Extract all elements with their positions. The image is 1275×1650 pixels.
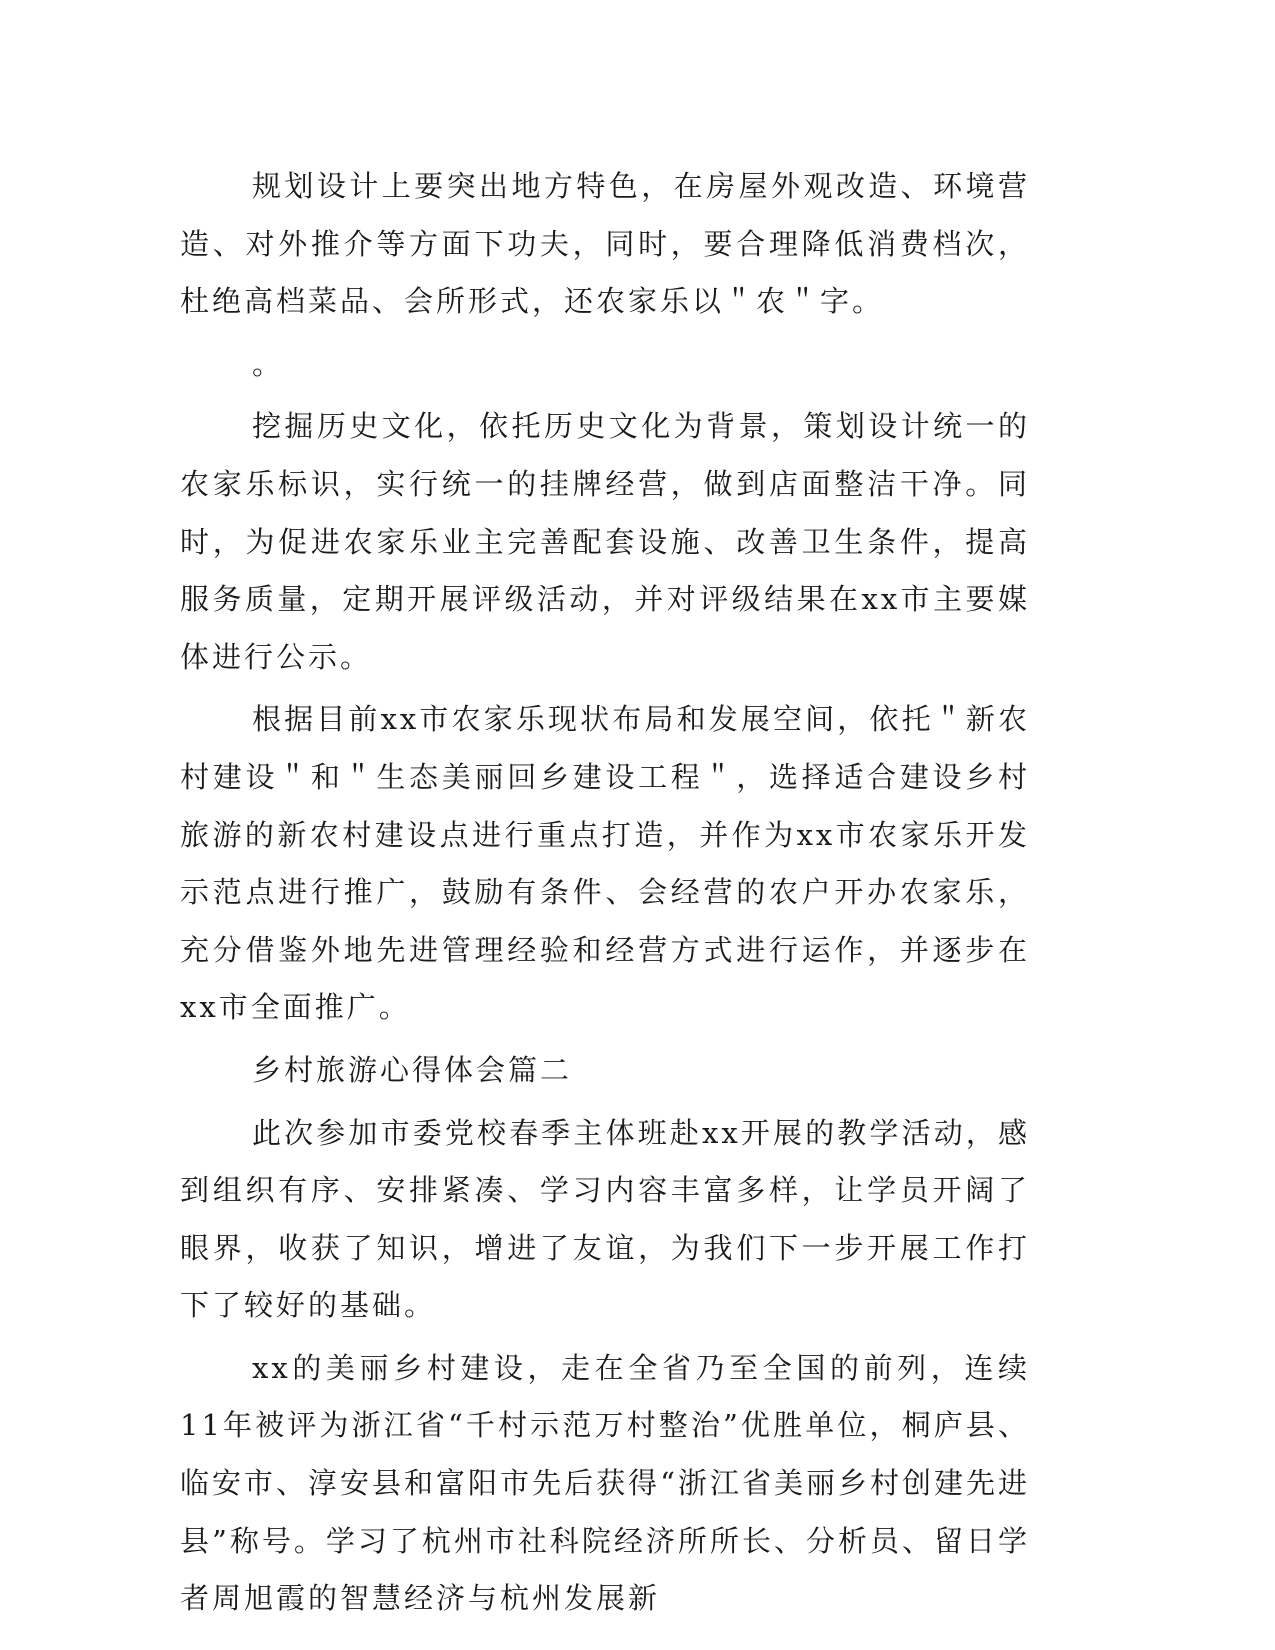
document-body (180, 158, 1030, 1633)
paragraph-period: 。 (252, 346, 285, 381)
section-heading: 乡村旅游心得体会篇二 (252, 1052, 573, 1087)
paragraph-beautiful-village: xx的美丽乡村建设，走在全省乃至全国的前列，连续11年被评为浙江省“千村示范万村整治”优胜单位，桐庐县、临安市、淳安县和富阳市先后获得“浙江省美丽乡村创建先进县”称号。学习了杭州市社科院经济所所长、分析员、留日学者周旭霞的智慧经济与杭州发展新 (180, 1350, 1030, 1616)
paragraph-study-trip: 此次参加市委党校春季主体班赴xx开展的教学活动，感到组织有序、安排紧凑、学习内容丰富多样，让学员开阔了眼界，收获了知识，增进了友谊，为我们下一步开展工作打下了较好的基础。 (180, 1115, 1030, 1323)
paragraph-history-culture: 挖掘历史文化，依托历史文化为背景，策划设计统一的农家乐标识，实行统一的挂牌经营，做到店面整洁干净。同时，为促进农家乐业主完善配套设施、改善卫生条件，提高服务质量，定期开展评级活动，并对评级结果在xx市主要媒体进行公示。 (180, 409, 1030, 674)
paragraph-rural-design: 规划设计上要突出地方特色，在房屋外观改造、环境营造、对外推介等方面下功夫，同时，要合理降低消费档次，杜绝高档菜品、会所形式，还农家乐以＂农＂字。 (180, 169, 1030, 319)
paragraph-demonstration-points: 根据目前xx市农家乐现状布局和发展空间，依托＂新农村建设＂和＂生态美丽回乡建设工程＂，选择适合建设乡村旅游的新农村建设点进行重点打造，并作为xx市农家乐开发示范点进行推广，鼓励有条件、会经营的农户开办农家乐，充分借鉴外地先进管理经验和经营方式进行运作，并逐步在xx市全面推广。 (180, 702, 1030, 1025)
